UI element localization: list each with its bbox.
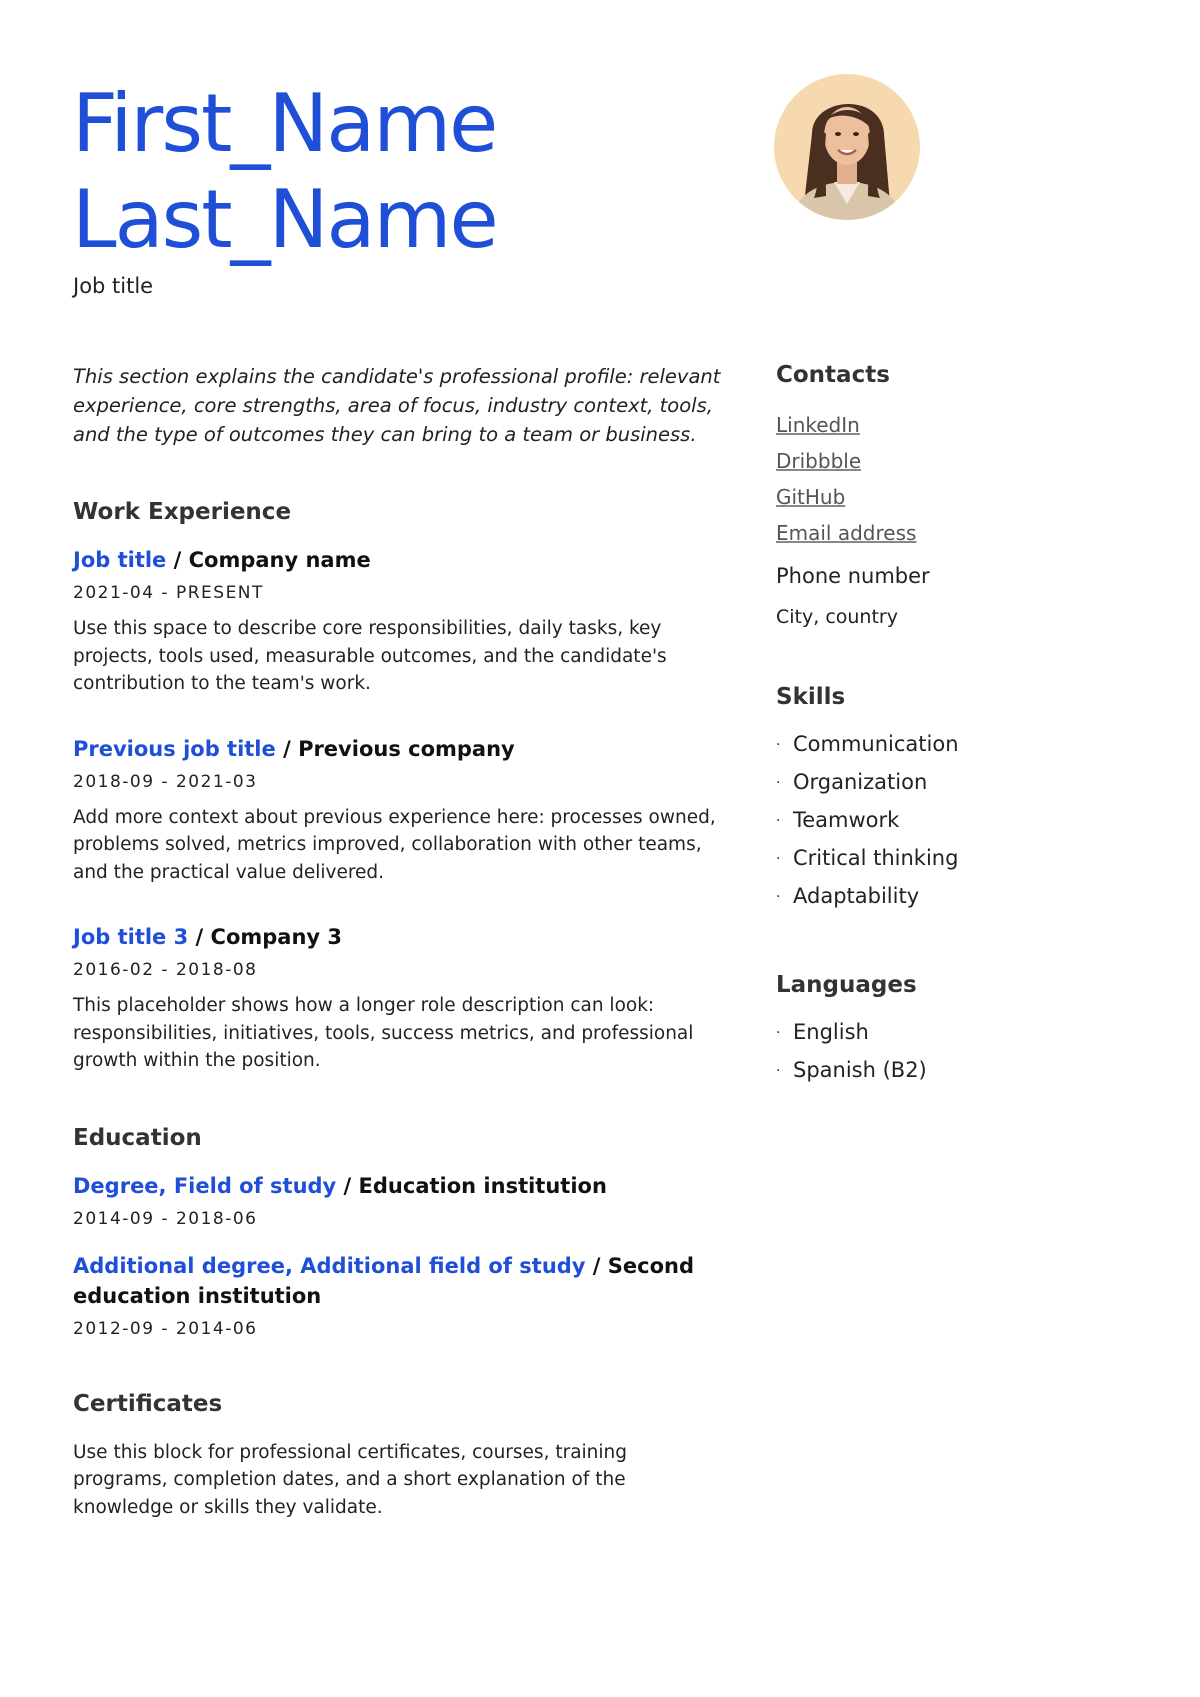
education-dates: 2012-09 - 2014-06	[73, 1318, 258, 1339]
main-column	[73, 362, 723, 1521]
job-dates: 2018-09 - 2021-03	[73, 771, 258, 792]
job-description: Add more context about previous experience here: processes owned, problems solved, metrics improved, collaboration with other teams, and the practical value delivered.	[73, 806, 716, 883]
list-item: · Organization	[776, 770, 928, 794]
job-title: Previous job title	[73, 736, 276, 761]
dribbble-link[interactable]: Dribbble	[776, 449, 862, 473]
degree: Degree, Field of study	[73, 1173, 337, 1198]
institution: Education institution	[358, 1173, 607, 1198]
job-title: Job title	[73, 548, 167, 572]
list-item: · Critical thinking	[776, 846, 959, 870]
skills-list	[776, 726, 1116, 916]
company-name: Previous company	[298, 736, 515, 761]
header-job-title: Job title	[73, 274, 154, 298]
company-name: Company name	[188, 548, 371, 572]
avatar	[774, 74, 920, 220]
work-experience-heading: Work Experience	[73, 499, 292, 525]
contact-links	[776, 412, 1116, 546]
certificates-heading: Certificates	[73, 1390, 223, 1417]
job-entry	[73, 734, 723, 887]
contacts-heading: Contacts	[776, 362, 890, 388]
candidate-name	[72, 76, 497, 268]
skill-label: Communication	[793, 732, 959, 756]
job-entry	[73, 545, 723, 698]
education-entry	[73, 1171, 723, 1229]
job-heading: Previous job title / Previous company	[73, 736, 515, 761]
skills-heading: Skills	[776, 684, 846, 710]
skill-label: Organization	[793, 770, 928, 794]
education-dates: 2014-09 - 2018-06	[73, 1208, 258, 1229]
education-heading-line: Degree, Field of study / Education institution	[73, 1173, 607, 1198]
languages-heading: Languages	[776, 972, 917, 998]
company-name: Company 3	[210, 925, 343, 949]
list-item: · Spanish (B2)	[776, 1058, 927, 1082]
phone-number: Phone number	[776, 564, 930, 588]
job-title: Job title 3	[73, 925, 189, 949]
job-heading: Job title 3 / Company 3	[73, 925, 343, 949]
education-heading-line: Additional degree, Additional field of study / Second education institution	[73, 1253, 695, 1308]
skill-label: Critical thinking	[793, 846, 959, 870]
degree: Additional degree, Additional field of study	[73, 1253, 586, 1278]
sidebar-column	[776, 362, 1116, 1090]
education-entry	[73, 1251, 723, 1339]
language-label: Spanish (B2)	[793, 1058, 927, 1082]
github-link[interactable]: GitHub	[776, 485, 846, 509]
profile-summary: This section explains the candidate's professional profile: relevant experience, core strengths, area of focus, industry context, tools, and the type of outcomes they can bring to a team or business.	[73, 365, 721, 446]
location: City, country	[776, 606, 898, 628]
job-description: Use this space to describe core responsibilities, daily tasks, key projects, tools used, measurable outcomes, and the candidate's contribution to the team's work.	[73, 618, 667, 694]
institution: Second education institution	[73, 1253, 695, 1308]
linkedin-link[interactable]: LinkedIn	[776, 413, 860, 437]
job-entry	[73, 922, 723, 1075]
list-item: · Communication	[776, 732, 959, 756]
education-heading: Education	[73, 1124, 202, 1151]
skill-label: Teamwork	[793, 808, 900, 832]
last-name: Last_Name	[72, 173, 497, 266]
skill-label: Adaptability	[793, 884, 920, 908]
languages-list	[776, 1014, 1116, 1090]
certificates-description: Use this block for professional certificates, courses, training programs, completion dates, and a short explanation of the knowledge or skills they validate.	[73, 1441, 627, 1518]
email-link[interactable]: Email address	[776, 521, 917, 545]
job-heading: Job title / Company name	[73, 548, 371, 572]
list-item: · Adaptability	[776, 884, 920, 908]
job-description: This placeholder shows how a longer role description can look: responsibilities, initiatives, tools, success metrics, and professional growth within the position.	[73, 995, 694, 1071]
job-dates: 2016-02 - 2018-08	[73, 960, 258, 980]
first-name: First_Name	[72, 77, 497, 170]
language-label: English	[793, 1020, 869, 1044]
list-item: · English	[776, 1020, 869, 1044]
job-dates: 2021-04 - PRESENT	[73, 583, 264, 603]
list-item: · Teamwork	[776, 808, 900, 832]
